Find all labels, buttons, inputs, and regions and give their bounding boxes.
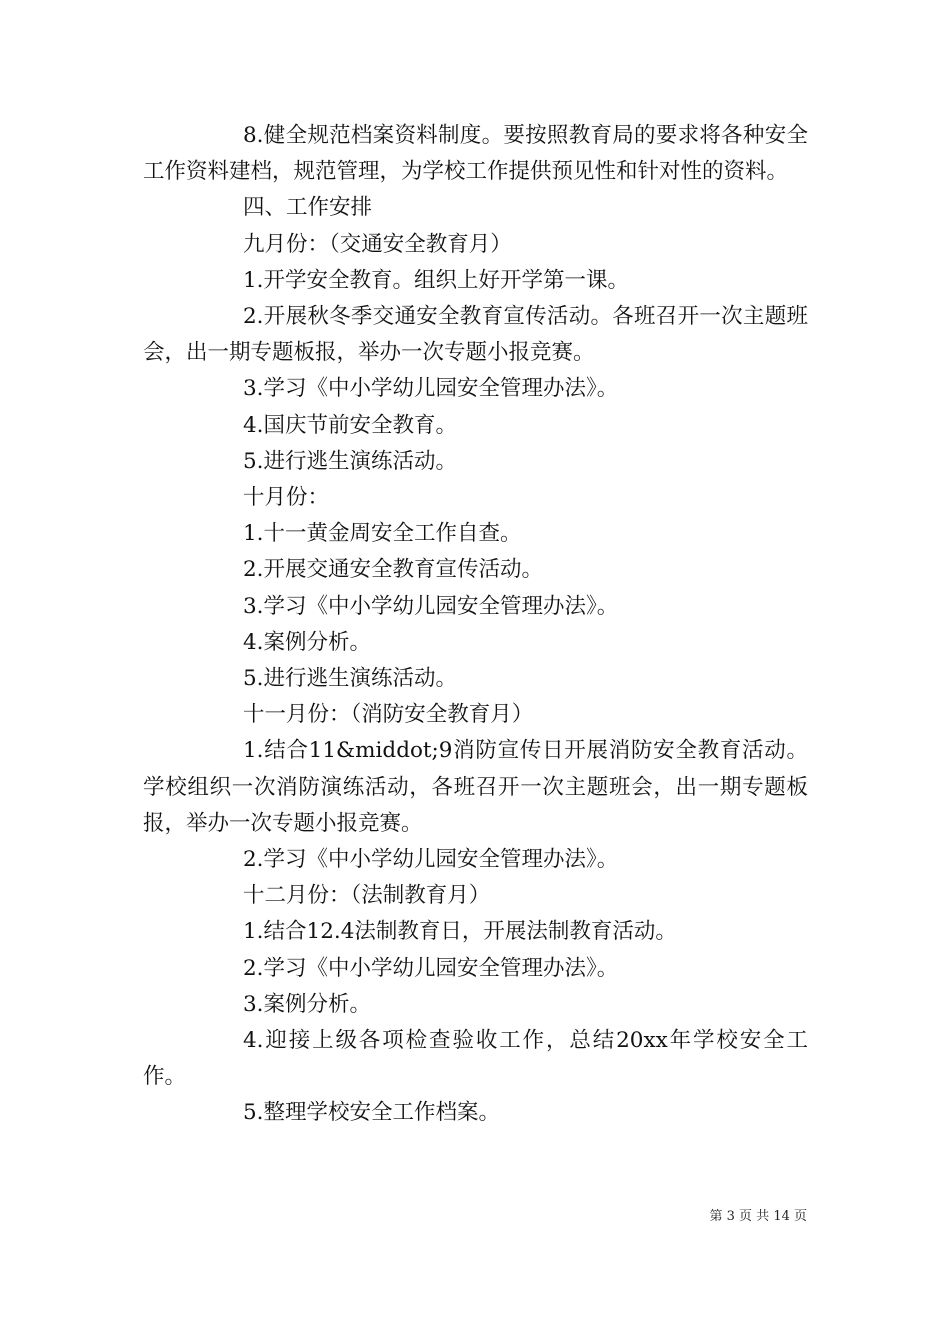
list-item: 2.学习《中小学幼儿园安全管理办法》。 [243,847,619,873]
month-heading-september: 九月份：（交通安全教育月） [243,231,512,257]
month-heading-december: 十二月份：（法制教育月） [243,883,491,909]
list-item: 2.开展秋冬季交通安全教育宣传活动。各班召开一次主题班会，出一期专题板报，举办一次专题小报竞赛。 [143,304,808,366]
section-heading-work-arrangement: 四、工作安排 [243,195,373,221]
list-item: 2.开展交通安全教育宣传活动。 [243,557,544,583]
list-item: 5.进行逃生演练活动。 [243,666,458,692]
page-number-footer: 第 3 页 共 14 页 [709,1209,807,1224]
month-heading-november: 十一月份：（消防安全教育月） [243,702,534,728]
list-item: 4.迎接上级各项检查验收工作，总结20xx年学校安全工作。 [143,1028,808,1090]
list-item: 3.学习《中小学幼儿园安全管理办法》。 [243,376,619,402]
list-item: 4.国庆节前安全教育。 [243,412,458,438]
list-item: 1.结合12.4法制教育日，开展法制教育活动。 [243,919,677,945]
list-item: 5.整理学校安全工作档案。 [243,1100,501,1126]
paragraph-archive-system: 8.健全规范档案资料制度。要按照教育局的要求将各种安全工作资料建档，规范管理，为学校工作提供预见性和针对性的资料。 [143,123,808,185]
list-item: 1.十一黄金周安全工作自查。 [243,521,522,547]
document-body [143,118,808,1132]
list-item: 5.进行逃生演练活动。 [243,448,458,474]
list-item: 4.案例分析。 [243,629,372,655]
month-heading-october: 十月份： [243,485,330,511]
list-item: 2.学习《中小学幼儿园安全管理办法》。 [243,955,619,981]
list-item: 1.开学安全教育。组织上好开学第一课。 [243,267,630,293]
list-item: 1.结合11&middot;9消防宣传日开展消防安全教育活动。学校组织一次消防演练活动，各班召开一次主题班会，出一期专题板报，举办一次专题小报竞赛。 [143,738,808,836]
list-item: 3.学习《中小学幼儿园安全管理办法》。 [243,593,619,619]
list-item: 3.案例分析。 [243,991,372,1017]
